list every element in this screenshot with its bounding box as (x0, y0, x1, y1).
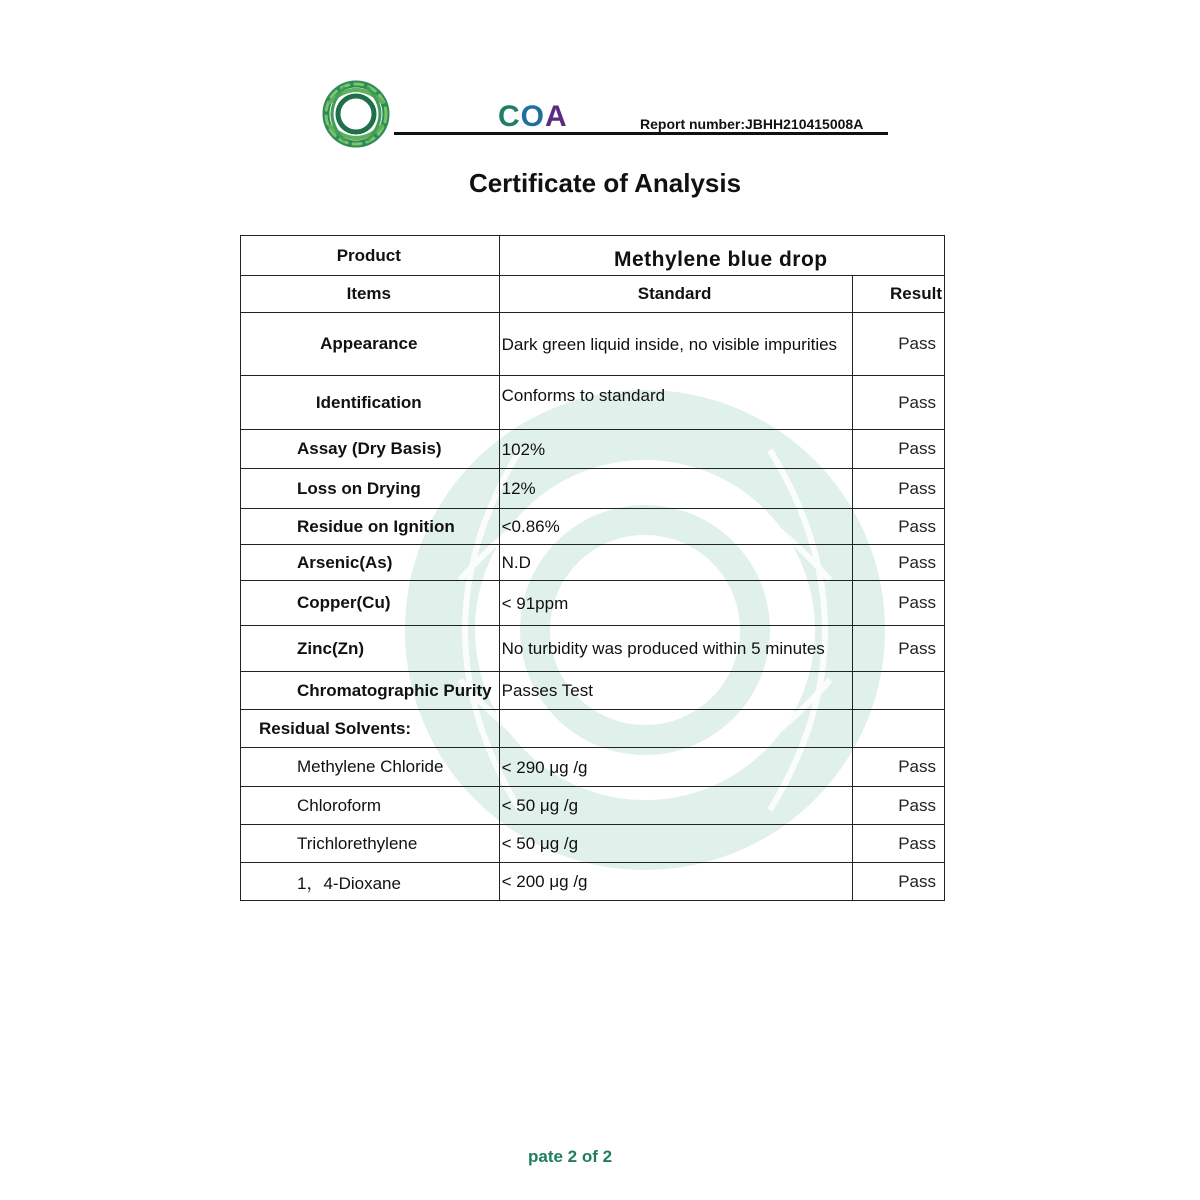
row-item: Trichlorethylene (241, 825, 500, 863)
row-item: Chromatographic Purity (241, 672, 500, 710)
table-row (241, 863, 945, 901)
coa-heading: COA (498, 100, 568, 133)
row-item: Zinc(Zn) (241, 626, 500, 672)
table-header-row (241, 276, 945, 313)
row-standard: < 50 μg /g (499, 787, 852, 825)
page-title: Certificate of Analysis (468, 168, 742, 198)
row-result: Pass (852, 825, 944, 863)
row-standard: No turbidity was produced within 5 minutes (499, 626, 852, 672)
row-standard: Dark green liquid inside, no visible impurities (499, 313, 852, 376)
report-number: Report number:JBHH210415008A (640, 116, 864, 132)
row-standard: Conforms to standard (499, 376, 852, 430)
row-standard: Passes Test (499, 672, 852, 710)
table-row (241, 672, 945, 710)
section-empty-cell (852, 710, 944, 748)
product-name: Methylene blue drop (499, 236, 944, 276)
company-logo (316, 74, 396, 154)
col-header-result: Result (852, 276, 944, 313)
row-result: Pass (852, 430, 944, 469)
col-header-standard: Standard (499, 276, 852, 313)
row-result: Pass (852, 748, 944, 787)
row-standard: < 91ppm (499, 581, 852, 626)
row-standard: 102% (499, 430, 852, 469)
header-rule (394, 132, 888, 135)
table-row (241, 545, 945, 581)
row-result (852, 672, 944, 710)
row-result: Pass (852, 626, 944, 672)
table-row (241, 313, 945, 376)
residual-solvents-label: Residual Solvents: (241, 710, 500, 748)
row-item: Assay (Dry Basis) (241, 430, 500, 469)
product-row (241, 236, 945, 276)
row-item: Residue on Ignition (241, 509, 500, 545)
table-row (241, 581, 945, 626)
row-standard: N.D (499, 545, 852, 581)
product-label: Product (241, 236, 500, 276)
table-row (241, 748, 945, 787)
row-item: Copper(Cu) (241, 581, 500, 626)
table-row (241, 430, 945, 469)
row-item: Loss on Drying (241, 469, 500, 509)
col-header-items: Items (241, 276, 500, 313)
row-result: Pass (852, 545, 944, 581)
row-item: 1，4-Dioxane (241, 863, 500, 901)
section-empty-cell (499, 710, 852, 748)
table-row (241, 376, 945, 430)
row-item: Identification (241, 376, 500, 430)
page-number: pate 2 of 2 (528, 1147, 613, 1166)
table-row (241, 509, 945, 545)
row-standard: 12% (499, 469, 852, 509)
table-row (241, 787, 945, 825)
row-standard: <0.86% (499, 509, 852, 545)
row-result: Pass (852, 376, 944, 430)
table-row (241, 626, 945, 672)
row-result: Pass (852, 313, 944, 376)
table-row (241, 825, 945, 863)
row-result: Pass (852, 863, 944, 901)
row-result: Pass (852, 581, 944, 626)
analysis-table (240, 235, 945, 901)
section-row (241, 710, 945, 748)
row-result: Pass (852, 469, 944, 509)
row-item: Methylene Chloride (241, 748, 500, 787)
row-result: Pass (852, 787, 944, 825)
row-result: Pass (852, 509, 944, 545)
row-standard: < 200 μg /g (499, 863, 852, 901)
table-row (241, 469, 945, 509)
row-item: Arsenic(As) (241, 545, 500, 581)
row-standard: < 50 μg /g (499, 825, 852, 863)
row-standard: < 290 μg /g (499, 748, 852, 787)
row-item: Chloroform (241, 787, 500, 825)
row-item: Appearance (241, 313, 500, 376)
